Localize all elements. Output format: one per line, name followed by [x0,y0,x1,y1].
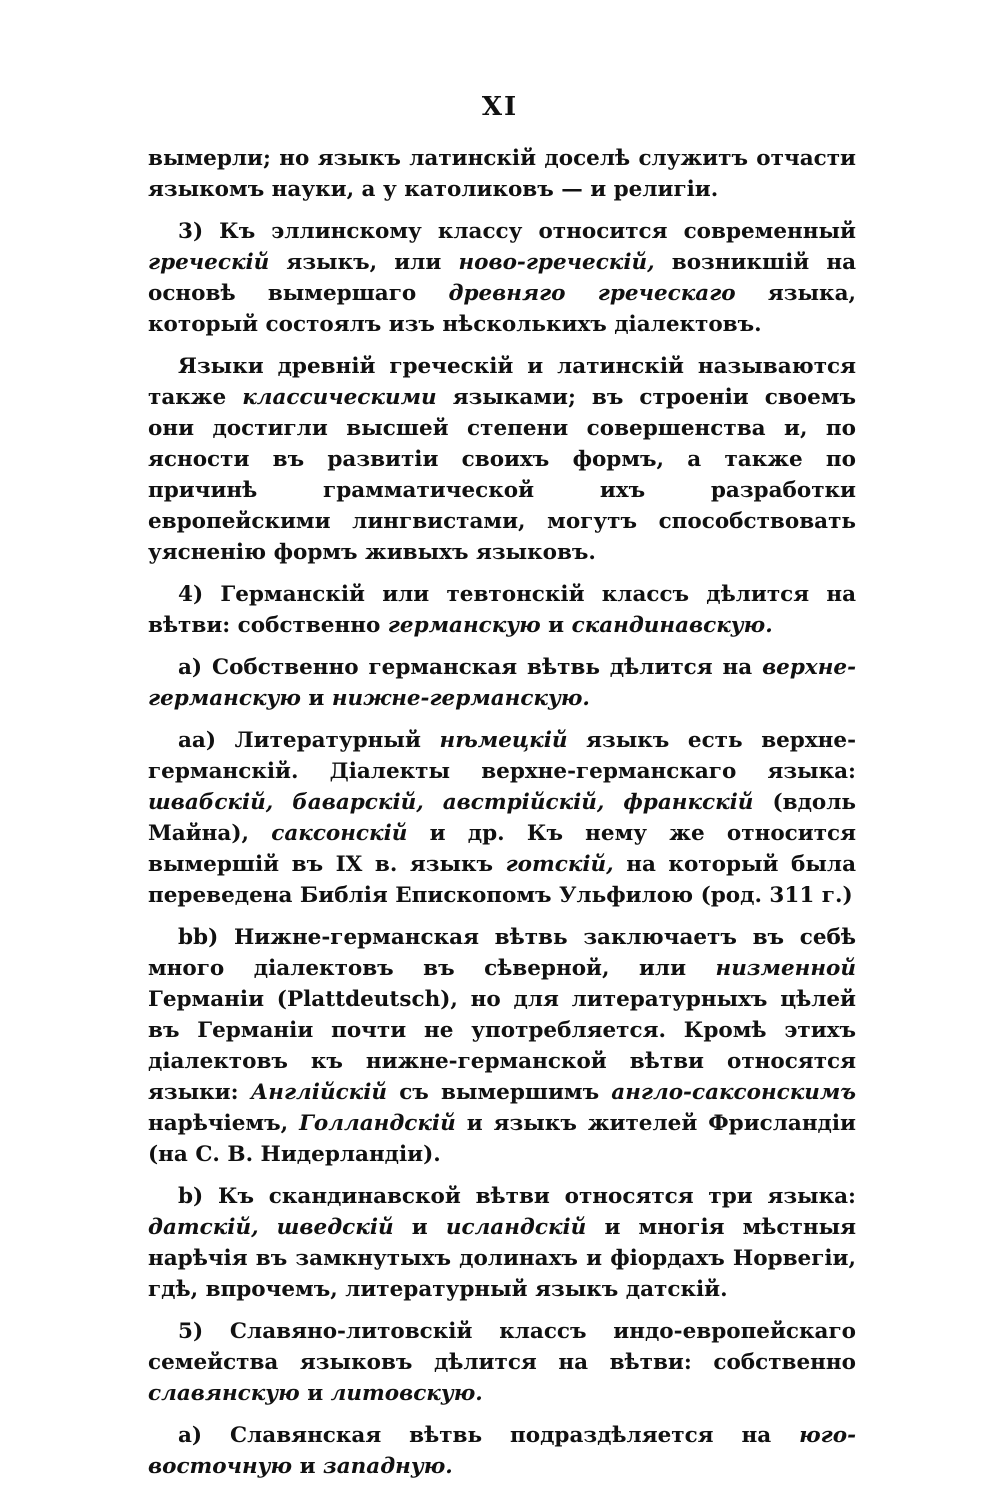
text-run: языкъ, или [269,250,459,275]
text-run: 5) Славяно-литовскій классъ индо-европейскаго семейства языковъ дѣлится на вѣтви: собственно [148,1319,856,1375]
text-run: a) Собственно германская вѣтвь дѣлится на [178,655,763,680]
italic-term: скандинавскую. [571,613,773,638]
italic-term: исландскій [445,1215,587,1240]
italic-term: юго-восточную [148,1423,856,1479]
text-run: (вдоль Майна), [148,790,856,846]
italic-term: низменной [715,956,856,981]
text-run: и [393,1215,446,1240]
italic-term: греческій [148,250,270,275]
paragraph [148,143,856,205]
text-run: и [540,613,572,638]
paragraph [148,351,856,568]
text-run: съ вымершимъ [387,1080,612,1105]
paragraph [148,1181,856,1305]
paragraph [148,1316,856,1409]
text-run: aa) Литературный [178,728,440,753]
text-run: b) Къ скандинавской вѣтви относятся три языка: [178,1184,856,1209]
italic-term: Англійскій [250,1080,388,1105]
text-run: нарѣчіемъ, [148,1111,300,1136]
italic-term: германскую [387,613,541,638]
text-run: 4) Германскій или тевтонскій классъ дѣлится на вѣтви: собственно [148,582,856,638]
italic-term: древняго греческаго [448,281,736,306]
text-run: и многія мѣстныя нарѣчія въ замкнутыхъ долинахъ и фіордахъ Норвегіи, гдѣ, впрочемъ, литературный языкъ датскій. [148,1215,857,1302]
text-run: и [299,1381,331,1406]
text-run: языками; въ строеніи своемъ они достигли высшей степени совершенства и, по ясности въ развитіи своихъ формъ, а также по причинѣ грамматической ихъ разработки европейскими лингвистами, могутъ способствовать уясненію формъ живыхъ языковъ. [148,385,856,565]
text-run: и [292,1454,323,1479]
italic-term: нижне-германскую. [331,686,590,711]
text-run: вымерли; но языкъ латинскій доселѣ служитъ отчасти языкомъ науки, а у католиковъ — и религіи. [148,146,856,202]
text-run: Германіи (Plattdeutsch), но для литературныхъ цѣлей въ Германіи почти не употребляется. Кромѣ этихъ діалектовъ къ нижне-германской вѣтви относятся языки: [148,987,856,1105]
italic-term: Голландскій [299,1111,456,1136]
paragraph [148,725,856,911]
text-run: bb) Нижне-германская вѣтвь заключаетъ въ себѣ много діалектовъ въ сѣверной, или [148,925,856,981]
italic-term: западную. [323,1454,453,1479]
paragraph [148,922,856,1170]
text-run: и [300,686,332,711]
italic-term: ново-греческій, [458,250,655,275]
italic-term: датскій, шведскій [148,1215,394,1240]
italic-term: славянскую [148,1381,300,1406]
paragraph [148,652,856,714]
paragraph [148,216,856,340]
text-run: и языкъ жителей Фрисландіи (на С. В. Нидерландіи). [148,1111,857,1167]
paragraph [148,579,856,641]
text-run: языка, который состоялъ изъ нѣсколькихъ діалектовъ. [148,281,856,337]
text-run: возникшій на основѣ вымершаго [148,250,856,306]
text-run: на который была переведена Библія Епископомъ Ульфилою (род. 311 г.) [148,852,856,908]
italic-term: швабскій, баварскій, австрійскій, франкскій [148,790,754,815]
page-number: XI [481,92,519,122]
italic-term: верхне-германскую [148,655,856,711]
italic-term: англо-саксонскимъ [611,1080,857,1105]
text-run: языкъ есть верхне-германскій. Діалекты верхне-германскаго языка: [148,728,856,784]
italic-term: литовскую. [330,1381,483,1406]
text-run: Языки древній греческій и латинскій называются также [148,354,856,410]
text-run: a) Славянская вѣтвь подраздѣляется на [178,1423,800,1448]
text-run: и др. Къ нему же относится вымершій въ IX в. языкъ [148,821,856,877]
paragraph [148,1420,856,1482]
text-run: 3) Къ эллинскому классу относится современный [178,219,856,244]
italic-term: саксонскій [271,821,408,846]
italic-term: нѣмецкій [439,728,568,753]
italic-term: классическими [242,385,437,410]
italic-term: готскій, [505,852,614,877]
page-body-text [148,143,856,1493]
